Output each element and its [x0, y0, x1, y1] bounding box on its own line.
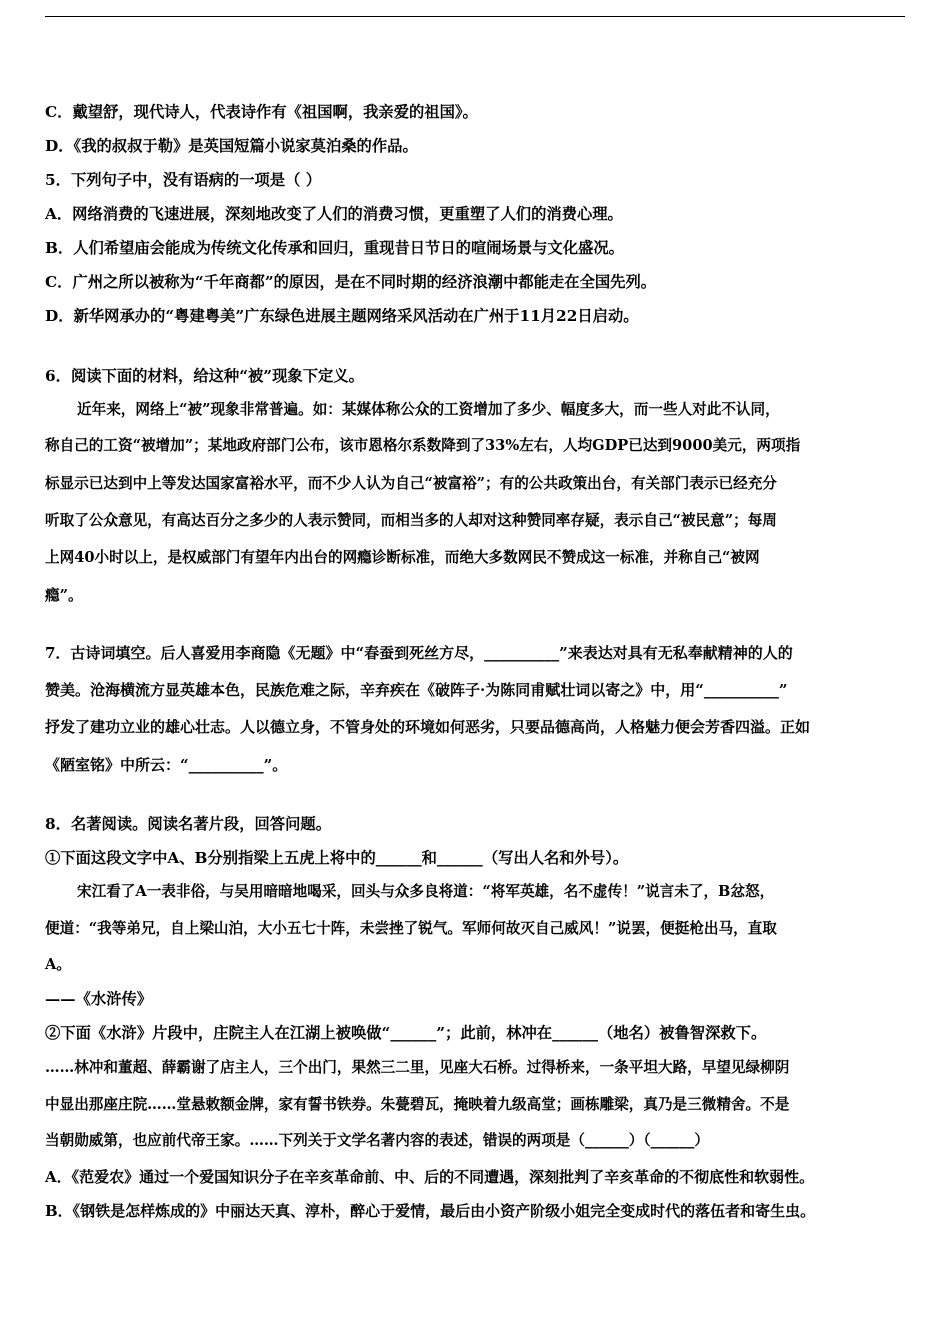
q4-option-c: C．戴望舒，现代诗人，代表诗作有《祖国啊，我亲爱的祖国》。 [45, 103, 478, 121]
q6-material-line: 上网40小时以上，是权威部门有望年内出台的网瘾诊断标准，而绝大多数网民不赞成这一标准，并称自己“被网 [45, 549, 760, 566]
q8-option-a: A．《范爱农》通过一个爱国知识分子在辛亥革命前、中、后的不同遭遇，深刻批判了辛亥革命的不彻底性和软弱性。 [45, 1168, 815, 1186]
q8-stem: 8．名著阅读。阅读名著片段，回答问题。 [45, 815, 331, 833]
q5-option-b: B．人们希望庙会能成为传统文化传承和回归，重现昔日节日的喧闹场景与文化盛况。 [45, 239, 624, 257]
q8-excerpt-line: 中显出那座庄院……堂悬敕额金牌，家有誓书铁券。朱甍碧瓦，掩映着九级高堂；画栋雕梁，真乃是三微精舍。不是 [45, 1096, 790, 1113]
header-rule [45, 16, 905, 17]
q6-material-line: 近年来，网络上“被”现象非常普遍。如：某媒体称公众的工资增加了多少、幅度多大，而一些人对此不认同， [77, 401, 780, 418]
q5-option-d: D．新华网承办的“粤建粤美”广东绿色进展主题网络采风活动在广州于11月22日启动。 [45, 307, 639, 325]
q7-line: 赞美。沧海横流方显英雄本色，民族危难之际，辛弃疾在《破阵子·为陈同甫赋壮词以寄之》中，用“__________” [45, 681, 788, 699]
q8-source: ——《水浒传》 [45, 990, 153, 1008]
q8-excerpt-line: ……林冲和董超、薛霸谢了店主人，三个出门，果然三二里，见座大石桥。过得桥来，一条平坦大路，早望见绿柳阴 [45, 1059, 790, 1076]
q8-excerpt-line: A。 [45, 956, 71, 973]
q7-line: 《陋室铭》中所云：“__________”。 [45, 756, 288, 774]
q8-excerpt-line: 宋江看了A一表非俗，与吴用暗暗地喝采，回头与众多良将道：“将军英雄，名不虚传！”说言未了，B忿怒， [77, 883, 775, 900]
q5-option-a: A．网络消费的飞速进展，深刻地改变了人们的消费习惯，更重塑了人们的消费心理。 [45, 205, 623, 223]
q5-stem: 5．下列句子中，没有语病的一项是（ ） [45, 171, 322, 189]
q8-sub2: ②下面《水浒》片段中，庄院主人在江湖上被唤做“______”；此前，林冲在______（地名）被鲁智深救下。 [45, 1024, 767, 1042]
q8-excerpt-line: 便道：“我等弟兄，自上梁山泊，大小五七十阵，未尝挫了锐气。军师何故灭自己威风！”说罢，便挺枪出马，直取 [45, 920, 777, 937]
q4-option-d: D．《我的叔叔于勒》是英国短篇小说家莫泊桑的作品。 [45, 137, 418, 155]
q8-excerpt-line: 当朝勋威第，也应前代帝王家。……下列关于文学名著内容的表述，错误的两项是（______）（______） [45, 1132, 710, 1149]
q6-material-line: 标显示已达到中上等发达国家富裕水平，而不少人认为自己“被富裕”；有的公共政策出台，有关部门表示已经充分 [45, 475, 777, 492]
q6-material-line: 瘾”。 [45, 587, 83, 604]
q8-option-b: B．《钢铁是怎样炼成的》中丽达天真、淳朴，醉心于爱情，最后由小资产阶级小姐完全变成时代的落伍者和寄生虫。 [45, 1202, 816, 1220]
q7-line: 抒发了建功立业的雄心壮志。人以德立身，不管身处的环境如何恶劣，只要品德高尚，人格魅力便会芳香四溢。正如 [45, 718, 811, 736]
q6-material-line: 听取了公众意见，有高达百分之多少的人表示赞同，而相当多的人却对这种赞同率存疑，表示自己“被民意”；每周 [45, 512, 777, 529]
q8-sub1: ①下面这段文字中A、B分别指梁上五虎上将中的______和______（写出人名和外号）。 [45, 849, 629, 867]
q6-stem: 6．阅读下面的材料，给这种“被”现象下定义。 [45, 367, 364, 385]
q5-option-c: C．广州之所以被称为“千年商都”的原因，是在不同时期的经济浪潮中都能走在全国先列。 [45, 273, 657, 291]
q7-line: 7．古诗词填空。后人喜爱用李商隐《无题》中“春蚕到死丝方尽，__________”来表达对具有无私奉献精神的人的 [45, 644, 793, 662]
q6-material-line: 称自己的工资“被增加”；某地政府部门公布，该市恩格尔系数降到了33%左右，人均GDP已达到9000美元，两项指 [45, 437, 801, 454]
